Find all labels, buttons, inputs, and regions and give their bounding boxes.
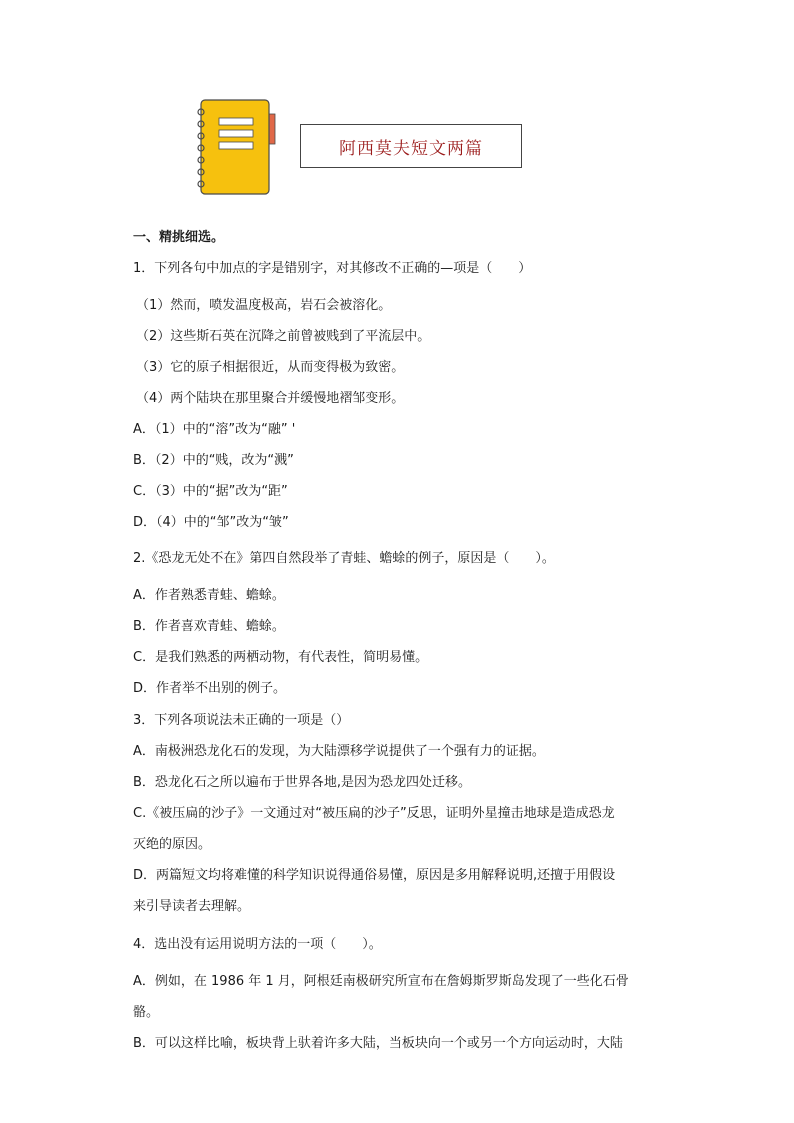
question-1: 1．下列各句中加点的字是错别字，对其修改不正确的—项是（ ） (133, 261, 532, 276)
q3-option-a: A．南极洲恐龙化石的发现，为大陆漂移学说提供了一个强有力的证据。 (133, 744, 545, 759)
q3-option-d: D．两篇短文均将难懂的科学知识说得通俗易懂，原因是多用解释说明,还擅于用假设 (133, 868, 616, 883)
q3-option-c: C.《被压扁的沙子》一文通过对“被压扁的沙子”反思，证明外星撞击地球是造成恐龙 (133, 806, 615, 821)
q4-option-b: B．可以这样比喻，板块背上驮着许多大陆，当板块向一个或另一个方向运动时，大陆 (133, 1036, 623, 1051)
question-4: 4．选出没有运用说明方法的一项（ ）。 (133, 937, 382, 952)
q1-option-a: A．（1）中的“溶”改为“融” ' (133, 422, 296, 437)
q2-option-c: C．是我们熟悉的两栖动物，有代表性，简明易懂。 (133, 650, 429, 665)
section-heading: 一、精挑细选。 (133, 230, 225, 245)
q3-option-d-cont: 来引导读者去理解。 (133, 899, 251, 914)
q2-option-d: D．作者举不出别的例子。 (133, 681, 287, 696)
q1-option-c: C．（3）中的“据”改为“距” (133, 484, 288, 499)
q1-sentence-4: （4）两个陆块在那里聚合并缓慢地褶邹变形。 (136, 391, 405, 406)
q1-sentence-2: （2）这些斯石英在沉降之前曾被贱到了平流层中。 (136, 329, 431, 344)
question-3: 3．下列各项说法未正确的一项是（） (133, 713, 350, 728)
q1-sentence-3: （3）它的原子相据很近，从而变得极为致密。 (136, 360, 405, 375)
document-title: 阿西莫夫短文两篇 (300, 124, 522, 168)
notebook-icon (193, 98, 281, 196)
q1-sentence-1: （1）然而，喷发温度极高，岩石会被溶化。 (136, 298, 392, 313)
q2-option-a: A．作者熟悉青蛙、蟾蜍。 (133, 588, 285, 603)
q3-option-b: B．恐龙化石之所以遍布于世界各地,是因为恐龙四处迁移。 (133, 775, 472, 790)
q4-option-a: A．例如，在 1986 年 1 月，阿根廷南极研究所宣布在詹姆斯罗斯岛发现了一些化石骨 (133, 974, 629, 989)
q3-option-c-cont: 灭绝的原因。 (133, 837, 212, 852)
question-2: 2.《恐龙无处不在》第四自然段举了青蛙、蟾蜍的例子，原因是（ ）。 (133, 551, 555, 566)
q1-option-d: D．（4）中的“邹”改为“皱” (133, 515, 289, 530)
q2-option-b: B．作者喜欢青蛙、蟾蜍。 (133, 619, 285, 634)
q1-option-b: B．（2）中的“贱，改为“溅” (133, 453, 294, 468)
q4-option-a-cont: 骼。 (133, 1005, 160, 1020)
